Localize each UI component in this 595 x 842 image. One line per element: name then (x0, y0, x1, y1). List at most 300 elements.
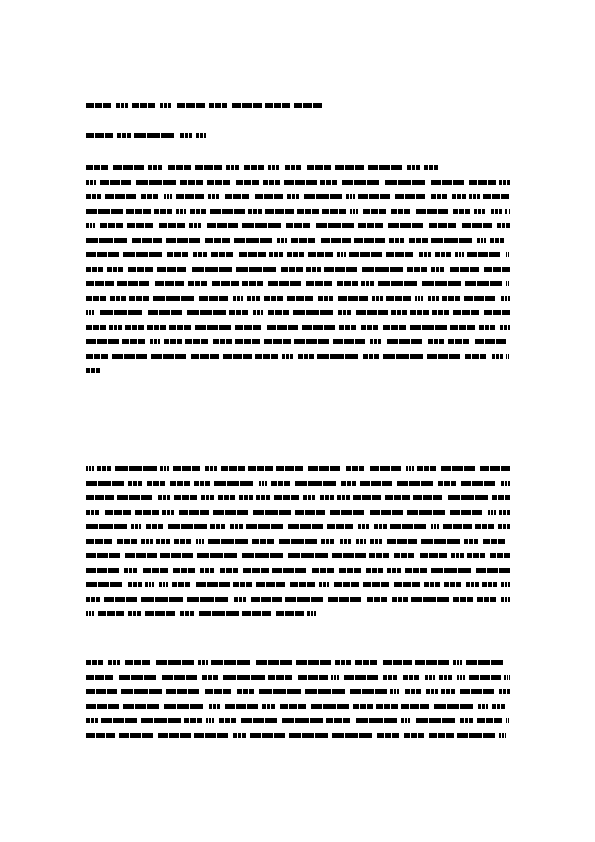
text-word (501, 296, 510, 301)
text-word (188, 281, 207, 286)
text-word (268, 281, 301, 286)
text-word (358, 524, 369, 529)
text-line (86, 238, 510, 243)
text-word (477, 238, 486, 243)
text-word (354, 238, 385, 243)
text-word (344, 675, 378, 680)
text-line (86, 539, 510, 544)
text-word (288, 524, 323, 529)
text-word (410, 325, 447, 330)
text-word (306, 281, 332, 286)
text-word (86, 524, 127, 529)
text-word (376, 704, 398, 709)
text-word (386, 252, 413, 257)
text-word (208, 194, 219, 199)
text-word (483, 194, 509, 199)
text-word (205, 466, 217, 471)
text-word (101, 718, 137, 723)
text-word (166, 238, 200, 243)
text-word (185, 339, 208, 344)
text-word (457, 733, 495, 738)
text-word (501, 597, 510, 602)
text-word (192, 267, 232, 272)
text-word (109, 325, 122, 330)
text-word (401, 704, 429, 709)
text-word (86, 568, 119, 573)
text-word (167, 252, 188, 257)
text-word (312, 568, 334, 573)
text-word (86, 165, 108, 170)
text-line (86, 267, 510, 272)
text-word (429, 733, 454, 738)
text-line (86, 165, 438, 170)
text-word (334, 582, 359, 587)
text-word (202, 675, 218, 680)
text-line (86, 281, 510, 286)
text-word (263, 180, 280, 185)
text-word (346, 466, 364, 471)
text-word (370, 339, 381, 344)
text-word (294, 103, 322, 108)
text-word (451, 553, 464, 558)
text-word (387, 568, 401, 573)
text-word (223, 675, 265, 680)
text-word (211, 252, 233, 257)
text-word (448, 339, 469, 344)
text-word (421, 539, 460, 544)
text-line (86, 704, 510, 709)
text-word (125, 660, 150, 665)
text-word (428, 339, 444, 344)
text-word (180, 611, 194, 616)
text-word (424, 582, 440, 587)
text-word (332, 553, 366, 558)
text-word (484, 267, 510, 272)
text-word (86, 209, 123, 214)
text-word (124, 568, 137, 573)
text-word (86, 368, 100, 373)
text-word (272, 568, 306, 573)
text-word (277, 238, 287, 243)
text-word (401, 718, 410, 723)
text-word (358, 223, 383, 228)
text-word (179, 510, 209, 515)
text-word (268, 675, 292, 680)
text-word (98, 611, 124, 616)
text-word (160, 103, 171, 108)
text-word (128, 481, 142, 486)
text-word (410, 310, 429, 315)
text-word (233, 582, 252, 587)
text-word (155, 281, 184, 286)
text-word (465, 281, 502, 286)
text-word (360, 481, 392, 486)
text-word (267, 325, 298, 330)
text-word (416, 209, 448, 214)
text-word (199, 611, 239, 616)
text-word (196, 133, 206, 138)
text-word (268, 165, 279, 170)
text-word (86, 689, 117, 694)
text-word (160, 553, 193, 558)
text-word (466, 660, 503, 665)
text-word (117, 133, 131, 138)
text-word (86, 495, 114, 500)
text-word (236, 180, 259, 185)
text-word (200, 568, 214, 573)
text-word (190, 209, 206, 214)
text-line (86, 325, 510, 330)
text-word (499, 510, 510, 515)
text-word (239, 252, 266, 257)
text-word (394, 553, 414, 558)
text-word (205, 689, 231, 694)
text-word (256, 660, 292, 665)
text-word (370, 510, 403, 515)
text-word (160, 466, 169, 471)
text-word (154, 209, 172, 214)
text-word (129, 296, 149, 301)
text-word (195, 165, 222, 170)
text-line (86, 568, 510, 573)
text-word (125, 553, 157, 558)
text-word (506, 281, 510, 286)
text-word (448, 495, 488, 500)
text-word (338, 310, 351, 315)
text-word (417, 466, 436, 471)
text-word (86, 180, 96, 185)
text-word (287, 252, 304, 257)
text-word (242, 281, 263, 286)
text-word (346, 194, 355, 199)
text-word (219, 718, 236, 723)
text-word (474, 209, 485, 214)
text-word (158, 733, 191, 738)
text-word (431, 180, 464, 185)
text-word (506, 718, 510, 723)
text-word (390, 524, 426, 529)
text-word (173, 466, 200, 471)
text-word (356, 310, 388, 315)
text-word (86, 466, 94, 471)
text-word (385, 180, 425, 185)
text-line (86, 689, 510, 694)
text-line (86, 481, 510, 486)
text-word (326, 718, 350, 723)
text-word (338, 296, 368, 301)
text-word (442, 296, 460, 301)
text-word (115, 466, 157, 471)
text-word (134, 133, 174, 138)
text-word (429, 223, 456, 228)
text-word (196, 539, 204, 544)
text-word (443, 524, 472, 529)
text-word (457, 675, 465, 680)
text-word (145, 582, 154, 587)
text-word (505, 209, 510, 214)
text-word (366, 568, 383, 573)
text-word (469, 180, 496, 185)
text-word (327, 524, 353, 529)
text-word (501, 582, 510, 587)
text-word (298, 354, 314, 359)
text-word (427, 354, 460, 359)
text-word (361, 325, 378, 330)
text-word (318, 296, 333, 301)
text-word (168, 165, 191, 170)
text-word (363, 209, 386, 214)
text-word (248, 466, 273, 471)
text-word (492, 354, 503, 359)
text-word (86, 539, 112, 544)
text-word (259, 689, 301, 694)
text-word (194, 481, 210, 486)
text-word (477, 597, 496, 602)
text-word (499, 180, 510, 185)
text-word (269, 252, 283, 257)
text-word (256, 582, 285, 587)
text-word (363, 354, 379, 359)
text-word (242, 553, 283, 558)
text-line (86, 339, 510, 344)
text-word (426, 689, 438, 694)
text-word (395, 194, 425, 199)
text-word (328, 597, 361, 602)
text-word (123, 704, 159, 709)
text-word (374, 524, 387, 529)
text-word (406, 466, 414, 471)
text-word (146, 524, 163, 529)
text-word (86, 252, 119, 257)
text-word (232, 103, 262, 108)
text-word (127, 223, 153, 228)
text-word (86, 660, 103, 665)
text-word (320, 180, 337, 185)
text-word (337, 495, 350, 500)
text-word (307, 165, 331, 170)
text-word (135, 510, 159, 515)
text-word (86, 267, 103, 272)
text-word (164, 194, 172, 199)
text-word (141, 194, 158, 199)
text-word (405, 689, 421, 694)
text-line (86, 466, 510, 471)
text-word (236, 267, 276, 272)
text-word (407, 267, 427, 272)
text-word (385, 495, 410, 500)
text-word (492, 704, 505, 709)
text-word (467, 252, 500, 257)
text-line (86, 553, 510, 558)
text-word (407, 510, 445, 515)
text-word (420, 553, 447, 558)
text-word (419, 252, 431, 257)
text-word (100, 310, 142, 315)
text-word (475, 339, 506, 344)
text-word (170, 481, 190, 486)
text-word (252, 539, 274, 544)
text-word (212, 281, 239, 286)
text-word (475, 524, 494, 529)
text-word (153, 296, 194, 301)
text-word (390, 689, 399, 694)
text-word (100, 180, 131, 185)
text-word (164, 339, 182, 344)
text-line (86, 611, 316, 616)
text-word (264, 339, 291, 344)
text-word (469, 675, 501, 680)
text-word (265, 209, 294, 214)
text-word (255, 354, 278, 359)
text-word (460, 718, 473, 723)
text-word (431, 267, 444, 272)
text-word (128, 582, 142, 587)
text-word (248, 209, 262, 214)
text-word (213, 510, 248, 515)
text-word (403, 675, 419, 680)
text-word (320, 495, 334, 500)
text-word (464, 296, 495, 301)
text-word (237, 689, 254, 694)
text-word (477, 718, 502, 723)
text-word (205, 238, 230, 243)
text-word (141, 597, 183, 602)
text-word (431, 238, 472, 243)
text-line (86, 180, 510, 185)
text-word (466, 582, 479, 587)
text-word (242, 611, 271, 616)
text-word (176, 194, 204, 199)
text-word (465, 354, 486, 359)
text-word (389, 238, 404, 243)
text-word (86, 194, 101, 199)
text-word (497, 223, 510, 228)
text-word (209, 704, 220, 709)
text-word (86, 310, 94, 315)
text-word (174, 539, 191, 544)
text-line (86, 495, 510, 500)
text-word (150, 339, 160, 344)
text-word (353, 704, 373, 709)
text-word (370, 539, 382, 544)
text-word (223, 354, 252, 359)
text-line (86, 718, 510, 723)
text-word (105, 194, 136, 199)
text-word (194, 733, 228, 738)
text-word (193, 252, 207, 257)
text-word (321, 539, 334, 544)
text-word (225, 704, 258, 709)
text-line (86, 660, 510, 665)
text-word (159, 223, 185, 228)
text-word (86, 281, 114, 286)
text-word (441, 689, 455, 694)
text-word (196, 582, 230, 587)
text-word (483, 539, 505, 544)
text-word (356, 718, 397, 723)
text-word (86, 339, 119, 344)
text-word (290, 582, 315, 587)
text-word (125, 325, 144, 330)
text-line (86, 252, 510, 257)
text-word (391, 209, 410, 214)
text-word (394, 582, 420, 587)
text-word (367, 597, 387, 602)
text-line (86, 209, 510, 214)
text-line (86, 733, 506, 738)
text-word (86, 597, 100, 602)
text-word (333, 339, 365, 344)
text-word (246, 524, 283, 529)
text-word (207, 223, 238, 228)
text-word (478, 704, 488, 709)
text-line (86, 223, 510, 228)
text-word (86, 582, 122, 587)
text-word (86, 354, 108, 359)
text-word (298, 675, 328, 680)
text-word (132, 238, 162, 243)
text-word (450, 267, 479, 272)
text-word (450, 510, 482, 515)
text-word (435, 252, 451, 257)
text-word (340, 539, 351, 544)
text-word (286, 223, 310, 228)
text-word (460, 689, 494, 694)
text-word (158, 495, 170, 500)
text-word (434, 704, 473, 709)
text-word (187, 310, 226, 315)
text-word (321, 238, 351, 243)
text-word (462, 223, 492, 228)
text-word (387, 539, 417, 544)
text-word (480, 466, 510, 471)
text-word (405, 568, 427, 573)
text-word (112, 354, 147, 359)
text-word (308, 252, 333, 257)
text-word (383, 325, 406, 330)
text-word (113, 165, 144, 170)
text-word (331, 675, 339, 680)
text-word (506, 354, 510, 359)
text-word (453, 660, 462, 665)
text-word (235, 325, 261, 330)
text-word (209, 103, 227, 108)
text-word (265, 103, 290, 108)
text-word (484, 310, 510, 315)
text-word (363, 582, 389, 587)
text-word (174, 495, 197, 500)
text-word (147, 325, 166, 330)
text-word (492, 495, 510, 500)
text-word (452, 194, 466, 199)
text-word (353, 495, 381, 500)
text-word (225, 194, 249, 199)
text-word (86, 718, 98, 723)
text-word (86, 675, 113, 680)
text-word (287, 296, 313, 301)
text-word (407, 165, 420, 170)
text-word (234, 238, 272, 243)
text-word (377, 733, 399, 738)
text-word (319, 582, 329, 587)
text-word (123, 252, 162, 257)
text-word (425, 675, 435, 680)
text-word (350, 689, 387, 694)
text-word (162, 510, 174, 515)
text-word (441, 466, 475, 471)
text-word (491, 209, 502, 214)
text-word (128, 267, 153, 272)
